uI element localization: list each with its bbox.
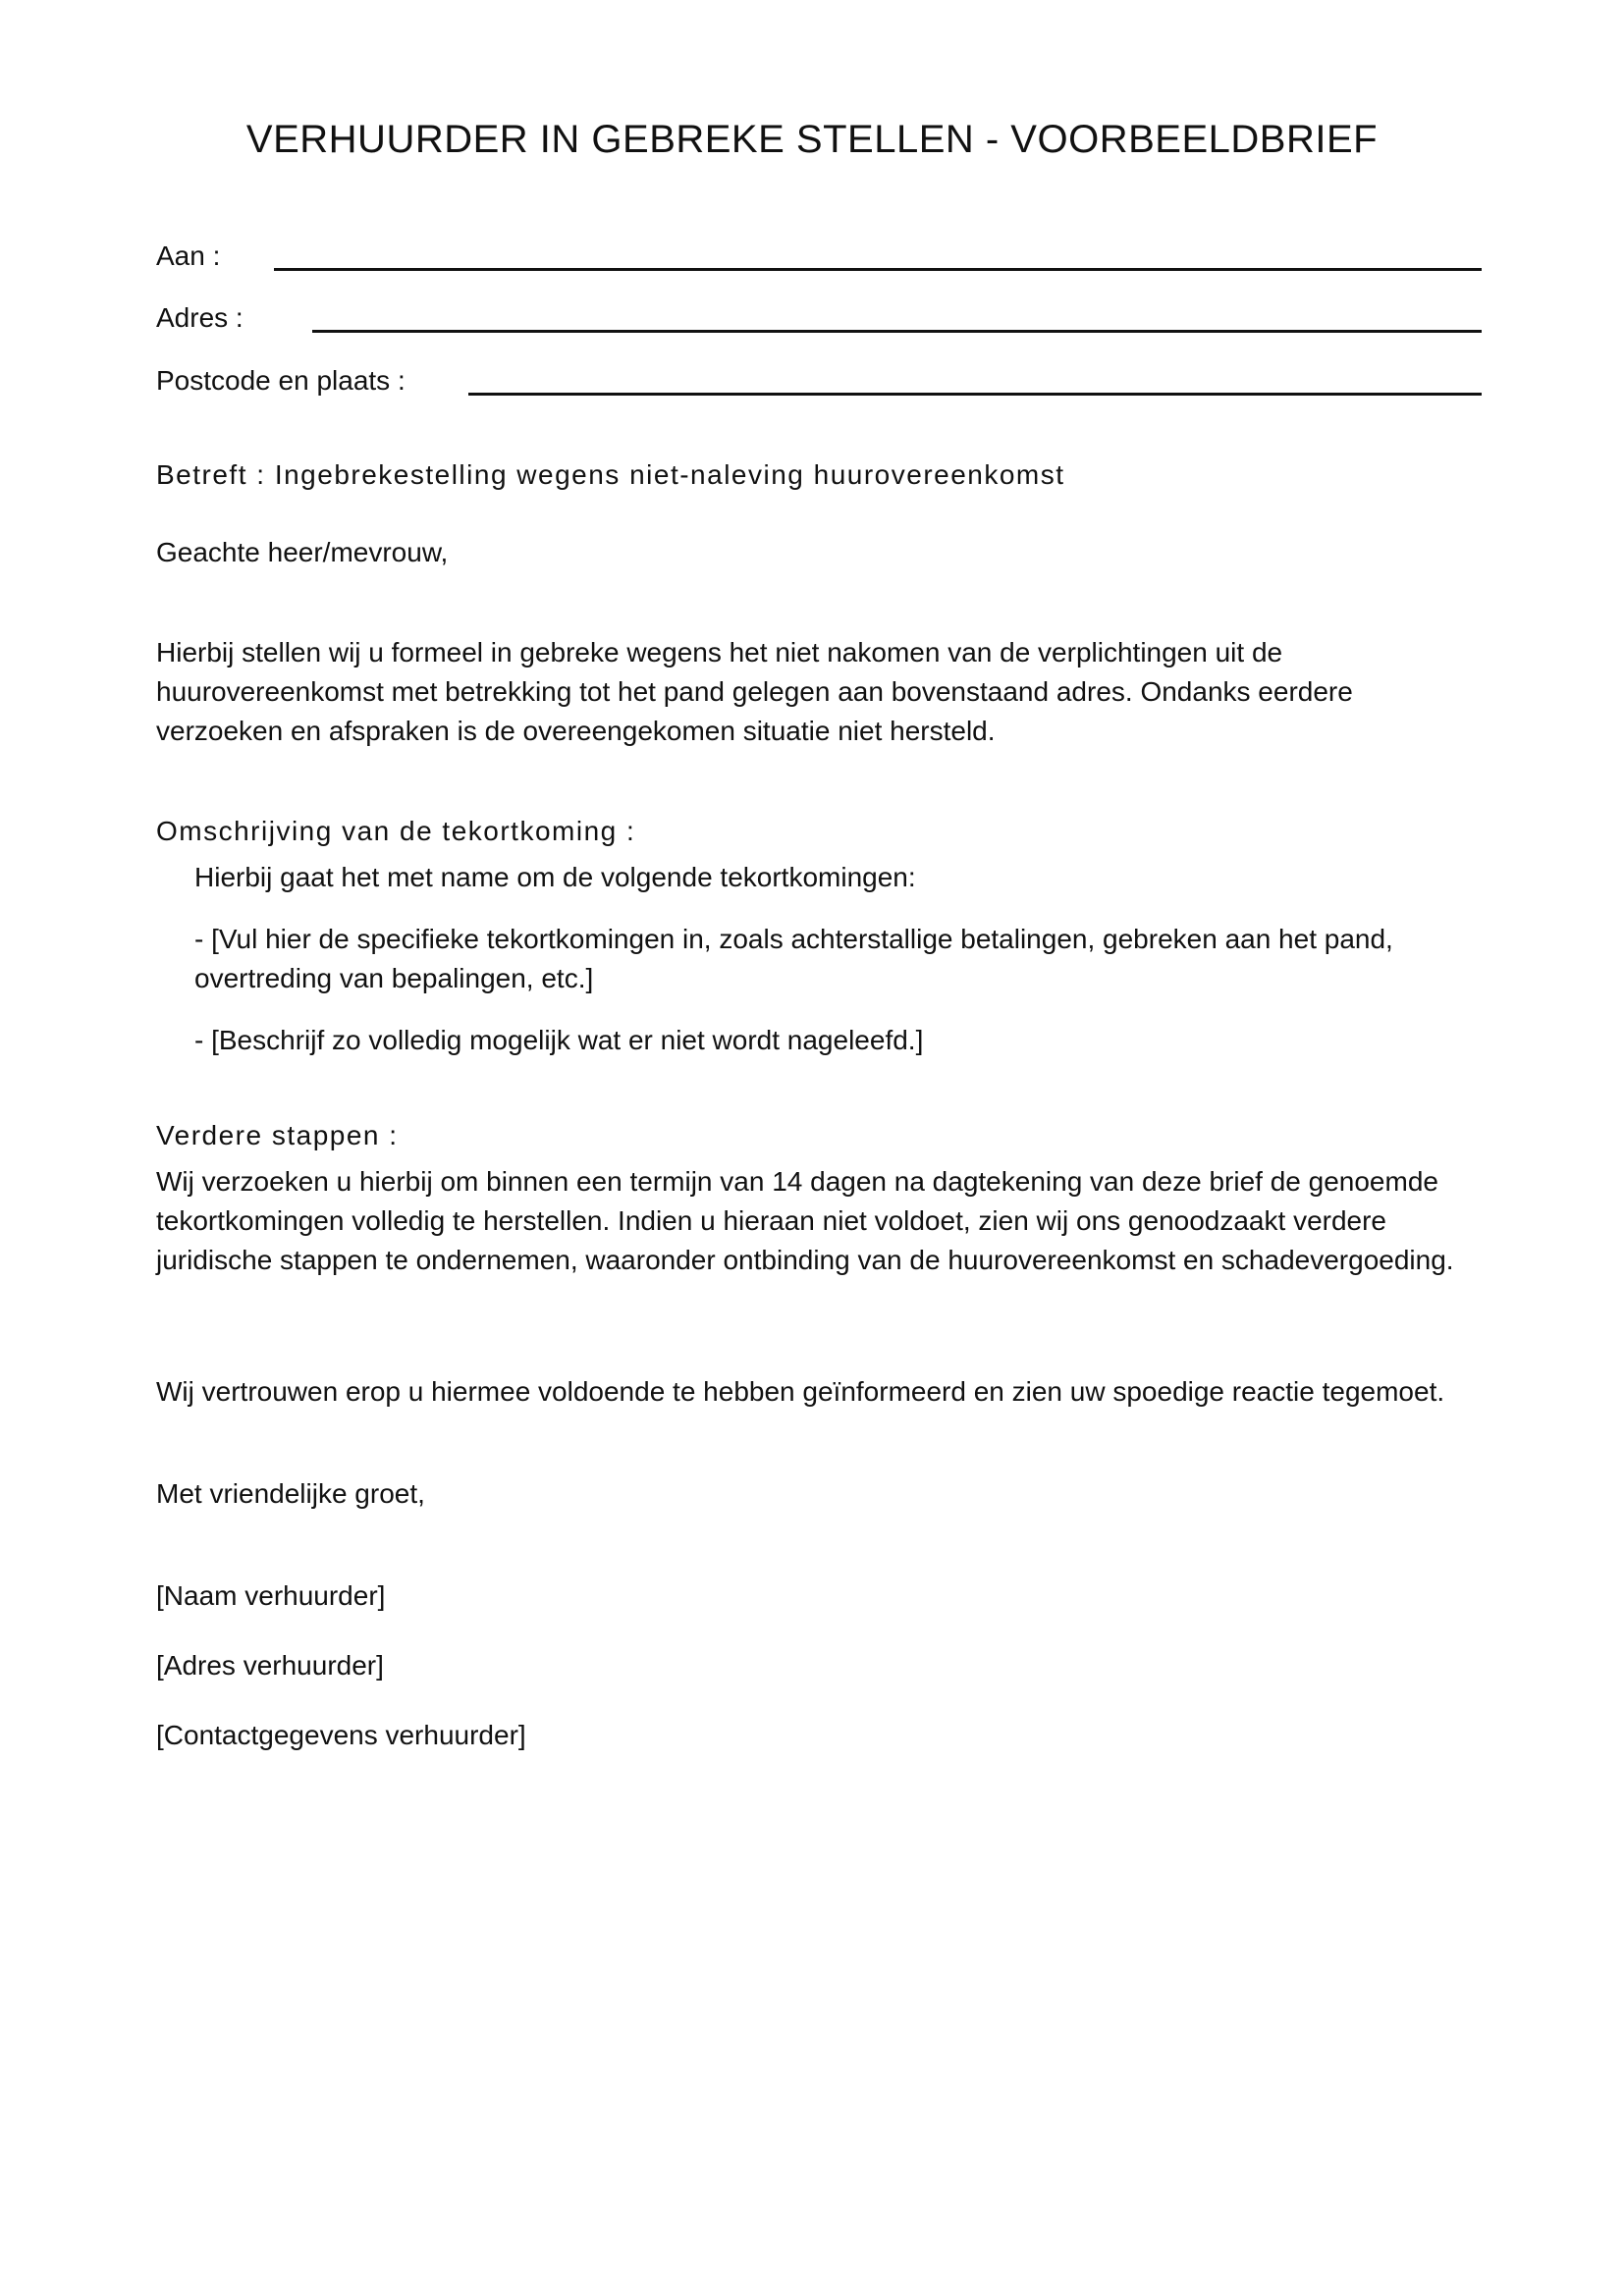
postcode-line[interactable] (468, 393, 1482, 396)
intro-line: huurovereenkomst met betrekking tot het pand gelegen aan bovenstaand adres. Ondanks eerdere (156, 676, 1353, 707)
recipient-label: Aan : (156, 240, 221, 271)
shortcoming-item-line: overtreding van bepalingen, etc.] (194, 963, 594, 993)
steps-line: tekortkomingen volledig te herstellen. Indien u hieraan niet voldoet, zien wij ons genoodzaakt verdere (156, 1205, 1386, 1236)
recipient-line[interactable] (274, 268, 1482, 271)
signature-name: [Naam verhuurder] (156, 1580, 386, 1611)
intro-line: Hierbij stellen wij u formeel in gebreke wegens het niet nakomen van de verplichtingen uit de (156, 637, 1283, 667)
document-title: VERHUURDER IN GEBREKE STELLEN - VOORBEELDBRIEF (245, 118, 1379, 161)
shortcoming-intro: Hierbij gaat het met name om de volgende tekortkomingen: (194, 862, 916, 892)
intro-paragraph (156, 633, 1462, 751)
shortcoming-item: - [Beschrijf zo volledig mogelijk wat er niet wordt nageleefd.] (194, 1025, 924, 1055)
shortcoming-item-line: - [Vul hier de specifieke tekortkomingen in, zoals achterstallige betalingen, gebreken aan het pand, (194, 924, 1393, 954)
intro-line: verzoeken en afspraken is de overeengekomen situatie niet hersteld. (156, 716, 996, 746)
subject-line: Betreft : Ingebrekestelling wegens niet-naleving huurovereenkomst (156, 459, 1065, 490)
steps-line: juridische stappen te ondernemen, waaronder ontbinding van de huurovereenkomst en schadevergoeding. (156, 1245, 1454, 1275)
closing-note: Wij vertrouwen erop u hiermee voldoende te hebben geïnformeerd en zien uw spoedige reactie tegemoet. (156, 1376, 1445, 1407)
postcode-field (156, 363, 1482, 412)
shortcoming-heading: Omschrijving van de tekortkoming : (156, 816, 636, 846)
salutation: Geachte heer/mevrouw, (156, 537, 449, 567)
greeting: Met vriendelijke groet, (156, 1478, 425, 1509)
shortcoming-item (194, 920, 1471, 998)
steps-paragraph (156, 1162, 1462, 1280)
signature-contact: [Contactgegevens verhuurder] (156, 1720, 526, 1750)
address-label: Adres : (156, 302, 244, 333)
postcode-label: Postcode en plaats : (156, 365, 406, 396)
recipient-field (156, 239, 1482, 288)
address-line[interactable] (312, 330, 1482, 333)
signature-address: [Adres verhuurder] (156, 1650, 384, 1681)
steps-line: Wij verzoeken u hierbij om binnen een termijn van 14 dagen na dagtekening van deze brief de genoemde (156, 1166, 1438, 1197)
address-field (156, 300, 1482, 349)
steps-heading: Verdere stappen : (156, 1120, 399, 1150)
